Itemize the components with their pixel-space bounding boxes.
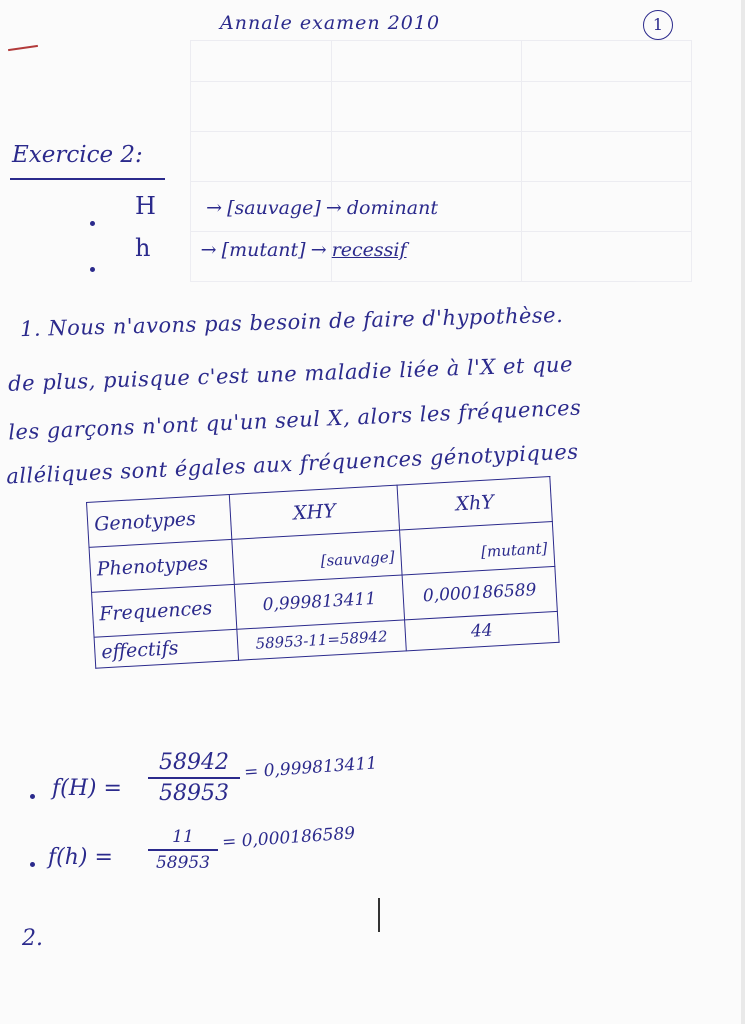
margin-mark [8,45,38,51]
fraction-bar [148,849,218,851]
genotype-table [86,476,560,669]
allele-row-recessive [135,234,407,262]
page-edge [741,0,745,1024]
exercise-title: Exercice 2: [12,142,143,168]
phenotype-value: [mutant] [480,539,548,562]
table-cell: 58953-11=58942 [237,620,406,660]
answer-line: alléliques sont égales aux fréquences génotypiques [5,439,580,489]
fraction-bar [148,777,240,779]
table-cell: 0,999813411 [234,575,404,629]
answer-line: les garçons n'ont qu'un seul X, alors les fréquences [7,395,582,445]
bullet-icon [90,267,95,272]
allele-type: recessif [331,239,407,261]
fraction [148,827,218,873]
row-label: effectifs [94,629,239,668]
table-cell: XHY [229,485,399,539]
phenotype-value: [sauvage] [320,547,396,570]
table-cell: 0,000186589 [402,566,557,619]
allele-phenotype: [sauvage] [227,197,321,219]
allele-type: dominant [346,197,438,219]
allele-phenotype: [mutant] [221,239,306,261]
page-title: Annale examen 2010 [220,12,441,34]
formula-lhs: f(H) = [52,776,122,801]
allele-letter: h [135,234,151,262]
row-label: Frequences [92,584,237,637]
stray-mark [378,898,380,932]
row-label: Phenotypes [89,539,234,592]
fraction-denominator: 58953 [155,852,211,873]
answer-line: de plus, puisque c'est une maladie liée à l'X et que [7,352,574,396]
arrow: → [325,197,342,219]
exercise-title-underline [10,178,165,180]
arrow: → [310,239,327,261]
formula-lhs: f(h) = [48,845,113,870]
arrow: → [200,239,217,261]
table-cell: XhY [397,477,552,530]
allele-row-dominant [135,192,438,220]
fraction-numerator: 11 [172,827,194,847]
bullet-icon [90,221,95,226]
table-cell: 44 [405,611,559,650]
answer-line: 1. Nous n'avons pas besoin de faire d'hypothèse. [19,302,564,342]
formula-result: = 0,000186589 [221,823,356,853]
page-number: 1 [643,10,673,40]
fraction [148,750,240,806]
fraction-numerator: 58942 [159,750,229,775]
formula-result: = 0,999813411 [243,753,378,783]
question-number: 2. [22,926,43,951]
fraction-denominator: 58953 [159,780,229,806]
row-label: Genotypes [87,494,232,547]
bullet-icon [30,862,35,867]
allele-letter: H [135,192,156,220]
bullet-icon [30,794,35,799]
arrow: → [206,197,223,219]
